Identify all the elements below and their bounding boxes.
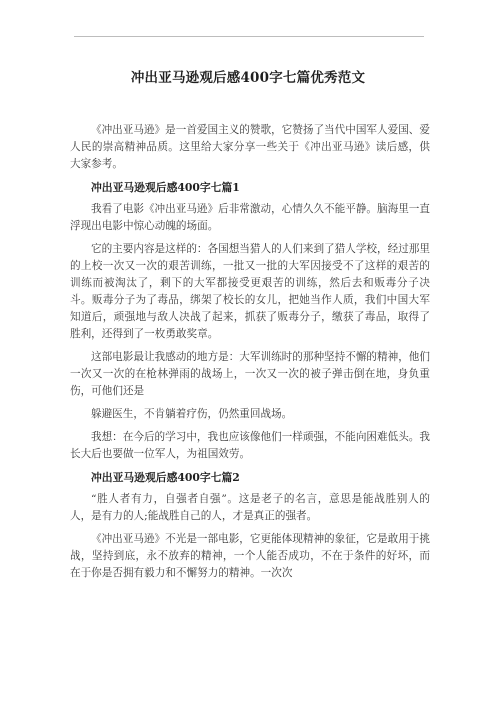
section-1-paragraph-5: 我想：在今后的学习中，我也应该像他们一样顽强，不能向困难低头。我长大后也要做一位军人，为祖国效劳。 xyxy=(70,431,430,460)
section-heading-2: 冲出亚马逊观后感400字七篇2 xyxy=(91,471,240,484)
document-body xyxy=(70,122,430,588)
section-1-paragraph-1: 我看了电影《冲出亚马逊》后非常激动，心情久久不能平静。脑海里一直浮现出电影中惊心动魄的场面。 xyxy=(70,203,430,232)
section-1-paragraph-3: 这部电影最让我感动的地方是：大军训练时的那种坚持不懈的精神，他们一次又一次的在枪林弹雨的战场上，一次又一次的被子弹击倒在地，身负重伤，可他们还是 xyxy=(70,351,430,397)
section-2-paragraph-1: “胜人者有力，自强者自强”。这是老子的名言，意思是能战胜别人的人，是有力的人;能战胜自己的人，才是真正的强者。 xyxy=(70,493,430,522)
section-2-paragraph-2: 《冲出亚马逊》不光是一部电影，它更能体现精神的象征，它是敢用于挑战，坚持到底，永不放弃的精神，一个人能否成功，不在于条件的好坏，而在于你是否拥有毅力和不懈努力的精神。一次次 xyxy=(70,533,430,579)
header-rule xyxy=(74,36,424,37)
intro-paragraph: 《冲出亚马逊》是一首爱国主义的赞歌，它赞扬了当代中国军人爱国、爱人民的崇高精神品质。这里给大家分享一些关于《冲出亚马逊》读后感，供大家参考。 xyxy=(70,124,430,170)
section-1-paragraph-4: 躲避医生，不肯躺着疗伤，仍然重回战场。 xyxy=(91,408,293,420)
section-1-paragraph-2: 它的主要内容是这样的：各国想当猎人的人们来到了猎人学校，经过那里的上校一次又一次的艰苦训练，一批又一批的大军因接受不了这样的艰苦的训练而被淘汰了，剩下的大军都接受更艰苦的训练，然后去和贩毒分子决斗。贩毒分子为了毒品，绑架了校长的女儿，把她当作人质，我们中国大军知道后，顽强地与敌人决战了起来，抓获了贩毒分子，缴获了毒品，取得了胜利，还得到了一枚勇敢奖章。 xyxy=(70,243,430,340)
document-title: 冲出亚马逊观后感400字七篇优秀范文 xyxy=(130,70,366,86)
section-heading-1: 冲出亚马逊观后感400字七篇1 xyxy=(91,181,240,194)
